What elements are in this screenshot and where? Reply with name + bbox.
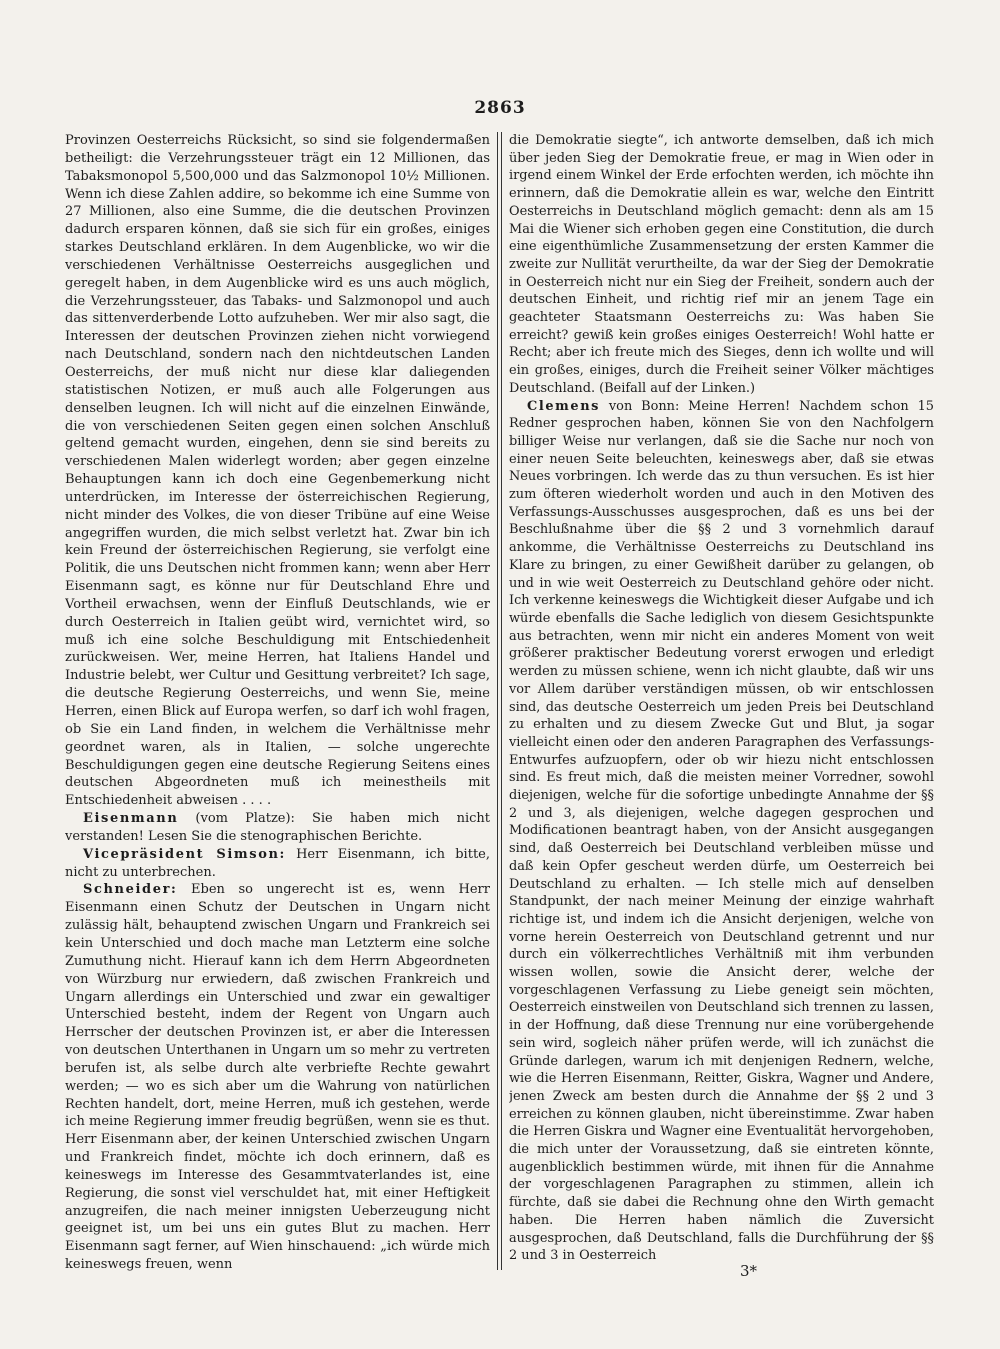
page-number: 2863 [474,98,526,118]
paragraph: die Demokratie siegte“, ich antworte demselben, daß ich mich über jeden Sieg der Demokratie freue, er mag in Wien oder in irgend einem Winkel der Erde erfochten werden, ich möchte ihn erinnern, daß die Demokratie allein es war, welche den Eintritt Oesterreichs in Deutschland möglich gemacht: denn als am 15 Mai die Wiener sich erhoben gegen eine Constitution, die durch eine eigenthümliche Zusammensetzung der ersten Kammer die zweite zur Nullität verurtheilte, da war der Sieg der Demokratie in Oesterreich nicht nur ein Sieg der Freiheit, sondern auch der deutschen Einheit, und richtig rief mir an jenem Tage ein geachteter Staatsmann Oesterreichs zu: Was haben Sie erreicht? gewiß kein großes einiges Oesterreich! Wohl hatte er Recht; aber ich freute mich des Sieges, denn ich wollte und will ein großes, einiges, durch die Freiheit seiner Völker mächtiges Deutschland. (Beifall auf der Linken.) [509,133,934,396]
speech-text: Herr Eisenmann, ich bitte, nicht zu unterbrechen. [65,846,490,880]
speech-text: von Bonn: Meine Herren! Nachdem schon 15 Redner gesprochen haben, können Sie von den Nachfolgern billiger Weise nur verlangen, daß sie die Sache nur noch von einer neuen Seite beleuchten, keineswegs aber, daß sie etwas Neues vorbringen. Ich werde das zu thun versuchen. Es ist hier zum öfteren wiederholt worden und auch in den Motiven des Verfassungs-Ausschusses ausgesprochen, daß es uns bei der Beschlußnahme über die §§ 2 und 3 vornehmlich darauf ankomme, die Verhältnisse Oesterreichs zu Deutschland ins Klare zu bringen, zu einer Gewißheit darüber zu gelangen, ob und in wie weit Oesterreich zu Deutschland gehöre oder nicht. Ich verkenne keineswegs die Wichtigkeit dieser Aufgabe und ich würde ebenfalls die Sache lediglich von diesem Gesichtspunkte aus betrachten, wenn mir nicht ein anderes Moment von weit größerer praktischer Bedeutung vorerst erwogen und erledigt werden zu müssen schiene, wenn ich nicht glaubte, daß wir uns vor Allem darüber verständigen müssen, ob wir entschlossen sind, das deutsche Oesterreich um jeden Preis bei Deutschland zu erhalten und zu diesem Zwecke Gut und Blut, ja sogar vielleicht einen oder den anderen Paragraphen des Verfassungs-Entwurfes aufzuopfern, oder ob wir hiezu nicht entschlossen sind. Es freut mich, daß die meisten meiner Vorredner, sowohl diejenigen, welche für die sofortige unbedingte Annahme der §§ 2 und 3, als diejenigen, welche dagegen gesprochen und Modificationen beantragt haben, von der Ansicht ausgegangen sind, daß Oesterreich bei Deutschland verbleiben müsse und daß kein Opfer gescheut werden dürfe, um Oesterreich bei Deutschland zu erhalten. — Ich stelle mich auf denselben Standpunkt, der nach meiner Meinung der einzige wahrhaft richtige ist, und indem ich die Ansicht derjenigen, welche von vorne herein Oesterreich von Deutschland getrennt und nur durch ein völkerrechtliches Verhältniß mit ihm verbunden wissen wollen, sowie die Ansicht derer, welche der vorgeschlagenen Verfassung zu Liebe geneigt sein möchten, Oesterreich einstweilen von Deutschland sich trennen zu lassen, in der Hoffnung, daß diese Trennung nur eine vorübergehende sein wird, sogleich näher prüfen werde, will ich zunächst die Gründe darlegen, warum ich mit denjenigen Rednern, welche, wie die Herren Eisenmann, Reitter, Giskra, Wagner und Andere, jenen Zweck am besten durch die Annahme der §§ 2 und 3 erreichen zu können glauben, nicht übereinstimme. Zwar haben die Herren Giskra und Wagner eine Eventualität hervorgehoben, die mich unter der Voraussetzung, daß sie eintreten könnte, augenblicklich bestimmen würde, mit ihnen für die Annahme der vorgeschlagenen Paragraphen zu stimmen, allein ich fürchte, daß sie dabei die Rechnung ohne den Wirth gemacht haben. Die Herren haben nämlich die Zuversicht ausgesprochen, daß Deutschland, falls die Durchführung der §§ 2 und 3 in Oesterreich [509,398,934,1264]
paragraph [65,846,490,882]
speech-text: Eben so ungerecht ist es, wenn Herr Eisenmann einen Schutz der Deutschen in Ungarn nicht zulässig hält, behauptend zwischen Ungarn und Frankreich sei kein Unterschied und doch mache man Letzterm eine solche Zumuthung nicht. Hierauf kann ich dem Herrn Abgeordneten von Würzburg nur erwiedern, daß zwischen Frankreich und Ungarn allerdings ein Unterschied und zwar ein gewaltiger Unterschied besteht, indem der Regent von Ungarn auch Herrscher der deutschen Provinzen ist, er aber die Interessen von deutschen Unterthanen in Ungarn um so mehr zu vertreten berufen ist, als selbe durch alte verbriefte Rechte gewahrt werden; — wo es sich aber um die Wahrung von natürlichen Rechten handelt, dort, meine Herren, muß ich gestehen, werde ich meine Regierung immer freudig begrüßen, wenn sie es thut. Herr Eisenmann aber, der keinen Unterschied zwischen Ungarn und Frankreich findet, möchte ich doch erinnern, daß es keineswegs im Interesse des Gesammtvaterlandes ist, eine Regierung, die sonst viel verschuldet hat, mit einer Heftigkeit anzugreifen, die nach meiner innigsten Ueberzeugung nicht geeignet ist, um bei uns ein gutes Blut zu machen. Herr Eisenmann sagt ferner, auf Wien hinschauend: „ich würde mich keineswegs freuen, wenn [65,882,490,1273]
right-column [509,132,934,1274]
paragraph: Provinzen Oesterreichs Rücksicht, so sind sie folgendermaßen betheiligt: die Verzehrungssteuer trägt ein 12 Millionen, das Tabaksmonopol 5,500,000 und das Salzmonopol 10½ Millionen. Wenn ich diese Zahlen addire, so bekomme ich eine Summe von 27 Millionen, also eine Summe, die die deutschen Provinzen dadurch ersparen können, daß sie sich für ein großes, einiges starkes Deutschland erklären. In dem Augenblicke, wo wir die verschiedenen Verhältnisse Oesterreichs ausgeglichen und geregelt haben, in dem Augenblicke wird es uns auch möglich, die Verzehrungssteuer, das Tabaks- und Salzmonopol und auch das sittenverderbende Lotto aufzuheben. Wer mir also sagt, die Interessen der deutschen Provinzen ziehen nicht vorwiegend nach Deutschland, sondern nach den nichtdeutschen Landen Oesterreichs, der muß nicht nur diese klar daliegenden statistischen Notizen, er muß auch alle Folgerungen aus denselben leugnen. Ich will nicht auf die einzelnen Einwände, die von verschiedenen Seiten gegen einen solchen Anschluß geltend gemacht wurden, eingehen, denn sie sind bereits zu verschiedenen Malen widerlegt worden; aber gegen einzelne Behauptungen kann ich doch eine Gegenbemerkung nicht unterdrücken, im Interesse der österreichischen Regierung, nicht minder des Volkes, die von dieser Tribüne auf eine Weise angegriffen wurden, die mich selbst verletzt hat. Zwar bin ich kein Freund der österreichischen Regierung, sie verfolgt eine Politik, die uns Deutschen nicht frommen kann; wenn aber Herr Eisenmann sagt, es könne nur für Deutschland Ehre und Vortheil erwachsen, wenn der Einfluß Deutschlands, wie er durch Oesterreich in Italien geübt wird, vernichtet wird, so muß ich eine solche Beschuldigung mit Entschiedenheit zurückweisen. Wer, meine Herren, hat Italiens Handel und Industrie belebt, wer Cultur und Gesittung verbreitet? Ich sage, die deutsche Regierung Oesterreichs, und wenn Sie, meine Herren, einen Blick auf Europa werfen, so darf ich wohl fragen, ob Sie ein Land finden, in welchem die Verhältnisse mehr geordnet waren, als in Italien, — solche ungerechte Beschuldigungen gegen eine deutsche Regierung Seitens eines deutschen Abgeordneten muß ich meinestheils mit Entschiedenheit abweisen . . . . [65,133,490,809]
speech-text: (vom Platze): Sie haben mich nicht verstanden! Lesen Sie die stenographischen Berichte. [65,811,490,844]
speaker-name: Schneider: [83,882,178,898]
column-divider [497,132,502,1270]
left-column [65,132,490,1274]
speaker-name: Clemens [527,398,601,414]
paragraph [509,398,934,1265]
paragraph [65,810,490,846]
speaker-name: Vicepräsident Simson: [83,846,286,862]
signature-mark: 3* [740,1262,758,1280]
speaker-name: Eisenmann [83,811,179,827]
paragraph [65,881,490,1274]
